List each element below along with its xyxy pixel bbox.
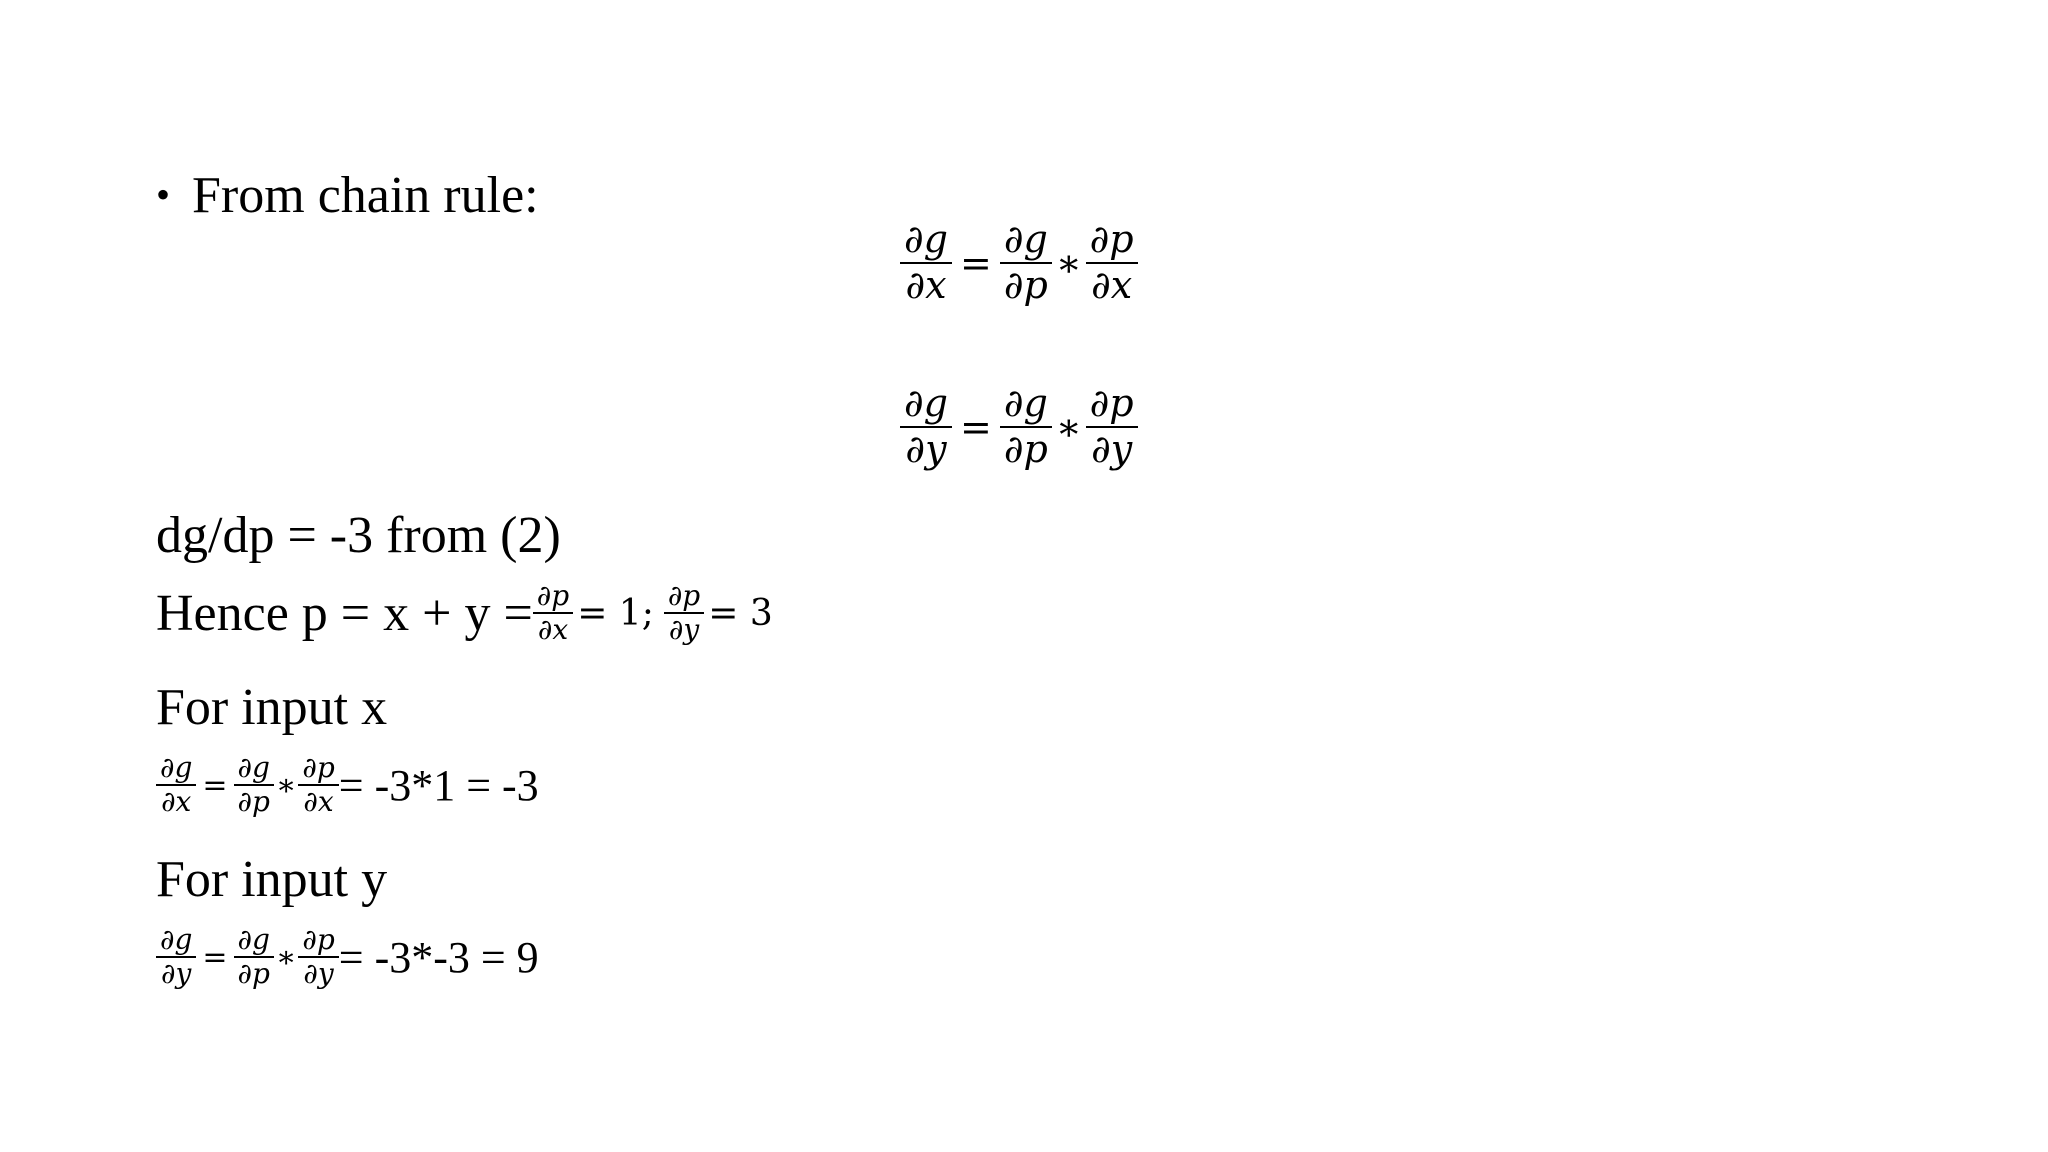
equals-sign: = bbox=[959, 240, 992, 285]
input-x-result: = -3*1 = -3 bbox=[338, 760, 539, 810]
equals-sign: = bbox=[959, 404, 992, 449]
input-y-formula bbox=[156, 924, 539, 990]
fraction-dp-dx: $\frac{\partial p}{\partial x}$ bbox=[533, 580, 573, 646]
input-y-result: = -3*-3 = 9 bbox=[338, 932, 539, 982]
equals-sign: = bbox=[202, 939, 228, 975]
multiply-sign: ∗ bbox=[1055, 404, 1082, 449]
input-y-label: For input y bbox=[156, 851, 388, 908]
fraction-dg-dy: $\frac{\partial g}{\partial y}$ bbox=[156, 924, 196, 990]
fraction-dg-dx: $\frac{\partial g}{\partial x}$ bbox=[900, 218, 952, 307]
fraction-dp-dy: $\frac{\partial p}{\partial y}$ bbox=[1086, 382, 1138, 471]
multiply-sign: ∗ bbox=[275, 939, 297, 975]
eq-one: = 1; bbox=[577, 592, 654, 634]
chain-rule-formula-x bbox=[900, 218, 1138, 307]
eq-three: = 3 bbox=[708, 592, 773, 634]
fraction-dp-dy: $\frac{\partial p}{\partial y}$ bbox=[664, 580, 704, 646]
chain-rule-formula-y bbox=[900, 382, 1138, 471]
input-x-formula bbox=[156, 752, 539, 818]
multiply-sign: ∗ bbox=[1055, 240, 1082, 285]
fraction-dg-dp: $\frac{\partial g}{\partial p}$ bbox=[234, 924, 274, 990]
hence-line bbox=[156, 580, 783, 646]
fraction-dp-dx: $\frac{\partial p}{\partial x}$ bbox=[298, 752, 338, 818]
fraction-dg-dp: $\frac{\partial g}{\partial p}$ bbox=[1000, 218, 1052, 307]
fraction-dg-dp: $\frac{\partial g}{\partial p}$ bbox=[234, 752, 274, 818]
fraction-dg-dy: $\frac{\partial g}{\partial y}$ bbox=[900, 382, 952, 471]
bullet-icon: • bbox=[156, 172, 171, 217]
dgdp-line: dg/dp = -3 from (2) bbox=[156, 507, 561, 564]
fraction-dg-dp: $\frac{\partial g}{\partial p}$ bbox=[1000, 382, 1052, 471]
multiply-sign: ∗ bbox=[275, 767, 297, 803]
bullet-heading: From chain rule: bbox=[192, 167, 539, 224]
fraction-dp-dy: $\frac{\partial p}{\partial y}$ bbox=[298, 924, 338, 990]
fraction-dp-dx: $\frac{\partial p}{\partial x}$ bbox=[1086, 218, 1138, 307]
bullet-item bbox=[156, 167, 539, 224]
hence-prefix: Hence p = x + y = bbox=[156, 584, 533, 642]
equals-sign: = bbox=[202, 767, 228, 803]
fraction-dg-dx: $\frac{\partial g}{\partial x}$ bbox=[156, 752, 196, 818]
input-x-label: For input x bbox=[156, 679, 388, 736]
